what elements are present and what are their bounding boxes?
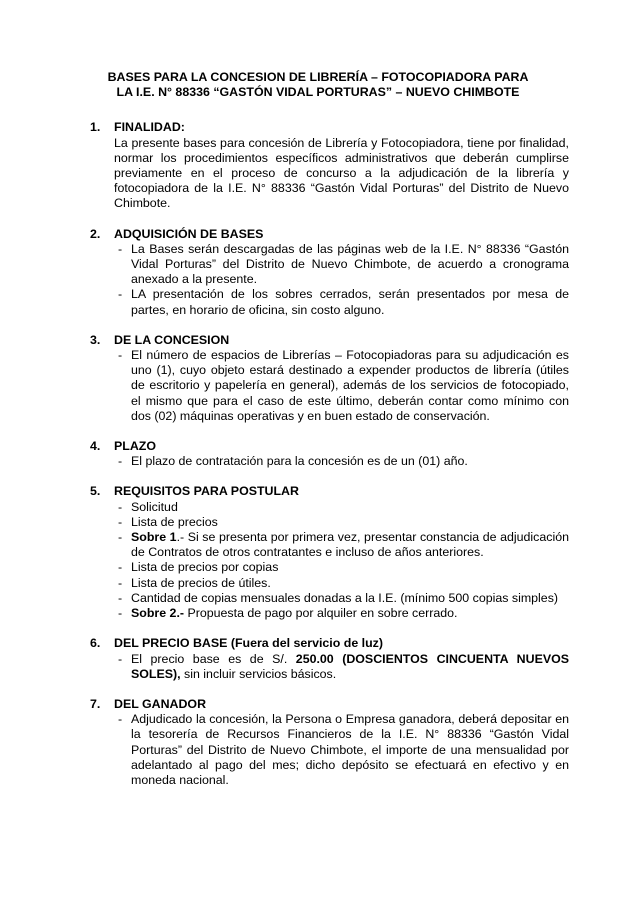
dash-bullet: - (118, 590, 123, 605)
dash-bullet: - (118, 651, 123, 666)
dash-bullet: - (118, 606, 123, 621)
list-item (118, 560, 569, 575)
list-item-text: Lista de precios de útiles. (131, 575, 271, 590)
list-item-text: La Bases serán descargadas de las páginas web de la I.E. N° 88336 “Gastón Vidal Porturas” del Distrito de Nuevo Chimbote, de acuerdo a cronograma anexado a la presente. (131, 241, 569, 287)
dash-bullet: - (118, 514, 123, 529)
price-prefix: El precio base es de S/. (131, 651, 296, 666)
dash-bullet: - (118, 287, 123, 302)
bullet-list (118, 500, 569, 622)
section-title: PLAZO (114, 439, 156, 454)
title-line-1: BASES PARA LA CONCESION DE LIBRERÍA – FOTOCOPIADORA PARA (107, 70, 529, 84)
section-title: REQUISITOS PARA POSTULAR (114, 484, 299, 499)
list-item (118, 606, 569, 621)
dash-bullet: - (118, 499, 123, 514)
sobre-2-text: Propuesta de pago por alquiler en sobre cerrado. (184, 606, 458, 621)
section-finalidad (90, 120, 569, 211)
list-item-text: El plazo de contratación para la concesión es de un (01) año. (131, 454, 468, 469)
price-suffix: sin incluir servicios básicos. (180, 666, 337, 681)
dash-bullet: - (118, 241, 123, 256)
bullet-list (118, 242, 569, 318)
list-item (118, 454, 569, 469)
section-title: DEL PRECIO BASE (Fuera del servicio de luz) (114, 636, 383, 651)
section-number: 3. (90, 332, 101, 347)
section-concesion (90, 332, 569, 424)
section-adquisicion (90, 226, 569, 318)
dash-bullet: - (118, 348, 123, 363)
list-item (118, 576, 569, 591)
list-item (118, 500, 569, 515)
dash-bullet: - (118, 575, 123, 590)
list-item (118, 591, 569, 606)
list-item-text: Cantidad de copias mensuales donadas a la I.E. (mínimo 500 copias simples) (131, 590, 559, 605)
list-item-text: LA presentación de los sobres cerrados, serán presentados por mesa de partes, en horario de oficina, sin costo alguno. (131, 287, 569, 317)
section-precio-base (90, 636, 570, 682)
section-title: FINALIDAD: (114, 120, 185, 135)
document-title (88, 70, 548, 100)
dash-bullet: - (118, 560, 123, 575)
bullet-list (118, 712, 569, 788)
section-heading (90, 484, 548, 499)
list-item (118, 712, 569, 788)
dash-bullet: - (118, 454, 123, 469)
dash-bullet: - (118, 530, 123, 545)
list-item-text: Adjudicado la concesión, la Persona o Empresa ganadora, deberá depositar en la tesorería de Recursos Financieros de la I.E. N° 88336 “Gastón Vidal Porturas” del Distrito de Nuevo Chimbote, el importe de una mensualidad por adelantado al pago del mes; dicho depósito se efectuará en efectivo y en moneda nacional. (131, 712, 569, 787)
section-number: 5. (90, 484, 101, 499)
section-heading (90, 333, 548, 348)
list-item-text: Lista de precios por copias (131, 560, 279, 575)
section-number: 7. (90, 696, 101, 711)
section-title: DEL GANADOR (114, 696, 207, 711)
sobre-1-label: Sobre 1 (131, 530, 177, 545)
price-amount: 250.00 (DOSCIENTOS CINCUENTA NUEVOS SOLES), (131, 651, 570, 681)
section-number: 4. (90, 439, 101, 454)
list-item (118, 530, 569, 560)
section-title: ADQUISICIÓN DE BASES (114, 226, 264, 241)
bullet-list (118, 454, 569, 469)
title-line-2: LA I.E. N° 88336 “GASTÓN VIDAL PORTURAS” – NUEVO CHIMBOTE (116, 85, 520, 100)
list-item-text: El número de espacios de Librerías – Fotocopiadoras para su adjudicación es uno (1), cuyo objeto estará destinado a expender productos de librería (útiles de escritorio y papelería en general), además de los servicios de fotocopiado, el mismo que para el caso de este último, deberán contar como mínimo con dos (02) máquinas operativas y en buen estado de conservación. (131, 348, 569, 423)
section-requisitos (90, 484, 570, 621)
list-item-text (131, 652, 569, 682)
section-heading (90, 227, 548, 242)
sobre-2-label: Sobre 2.- (131, 606, 185, 621)
section-ganador (90, 696, 569, 788)
section-paragraph: La presente bases para concesión de Librería y Fotocopiadora, tiene por finalidad, normar los procedimientos específicos administrativos que deberán cumplirse previamente en el proceso de concurso a la adjudicación de la librería y fotocopiadora de la I.E. N° 88336 “Gastón Vidal Porturas” del Distrito de Nuevo Chimbote. (114, 135, 569, 211)
section-plazo (92, 439, 548, 469)
section-number: 6. (90, 636, 101, 651)
list-item (118, 348, 569, 424)
list-item (118, 287, 569, 317)
list-item (118, 652, 569, 682)
section-heading (90, 120, 548, 135)
bullet-list (118, 652, 569, 682)
section-number: 1. (90, 120, 101, 135)
bullet-list (118, 348, 569, 424)
section-heading (90, 636, 548, 651)
list-item-text: Lista de precios (131, 514, 218, 529)
dash-bullet: - (118, 712, 123, 727)
list-item-text: Solicitud (131, 499, 178, 514)
list-item-text (131, 606, 569, 621)
list-item (118, 515, 569, 530)
section-heading (90, 439, 548, 454)
list-item (118, 242, 569, 288)
section-number: 2. (90, 226, 101, 241)
list-item-text (131, 530, 569, 560)
section-title: DE LA CONCESION (114, 332, 230, 347)
sobre-1-text: .- Si se presenta por primera vez, presentar constancia de adjudicación de Contratos de otros contratantes e incluso de años anteriores. (131, 530, 570, 560)
section-heading (90, 697, 548, 712)
